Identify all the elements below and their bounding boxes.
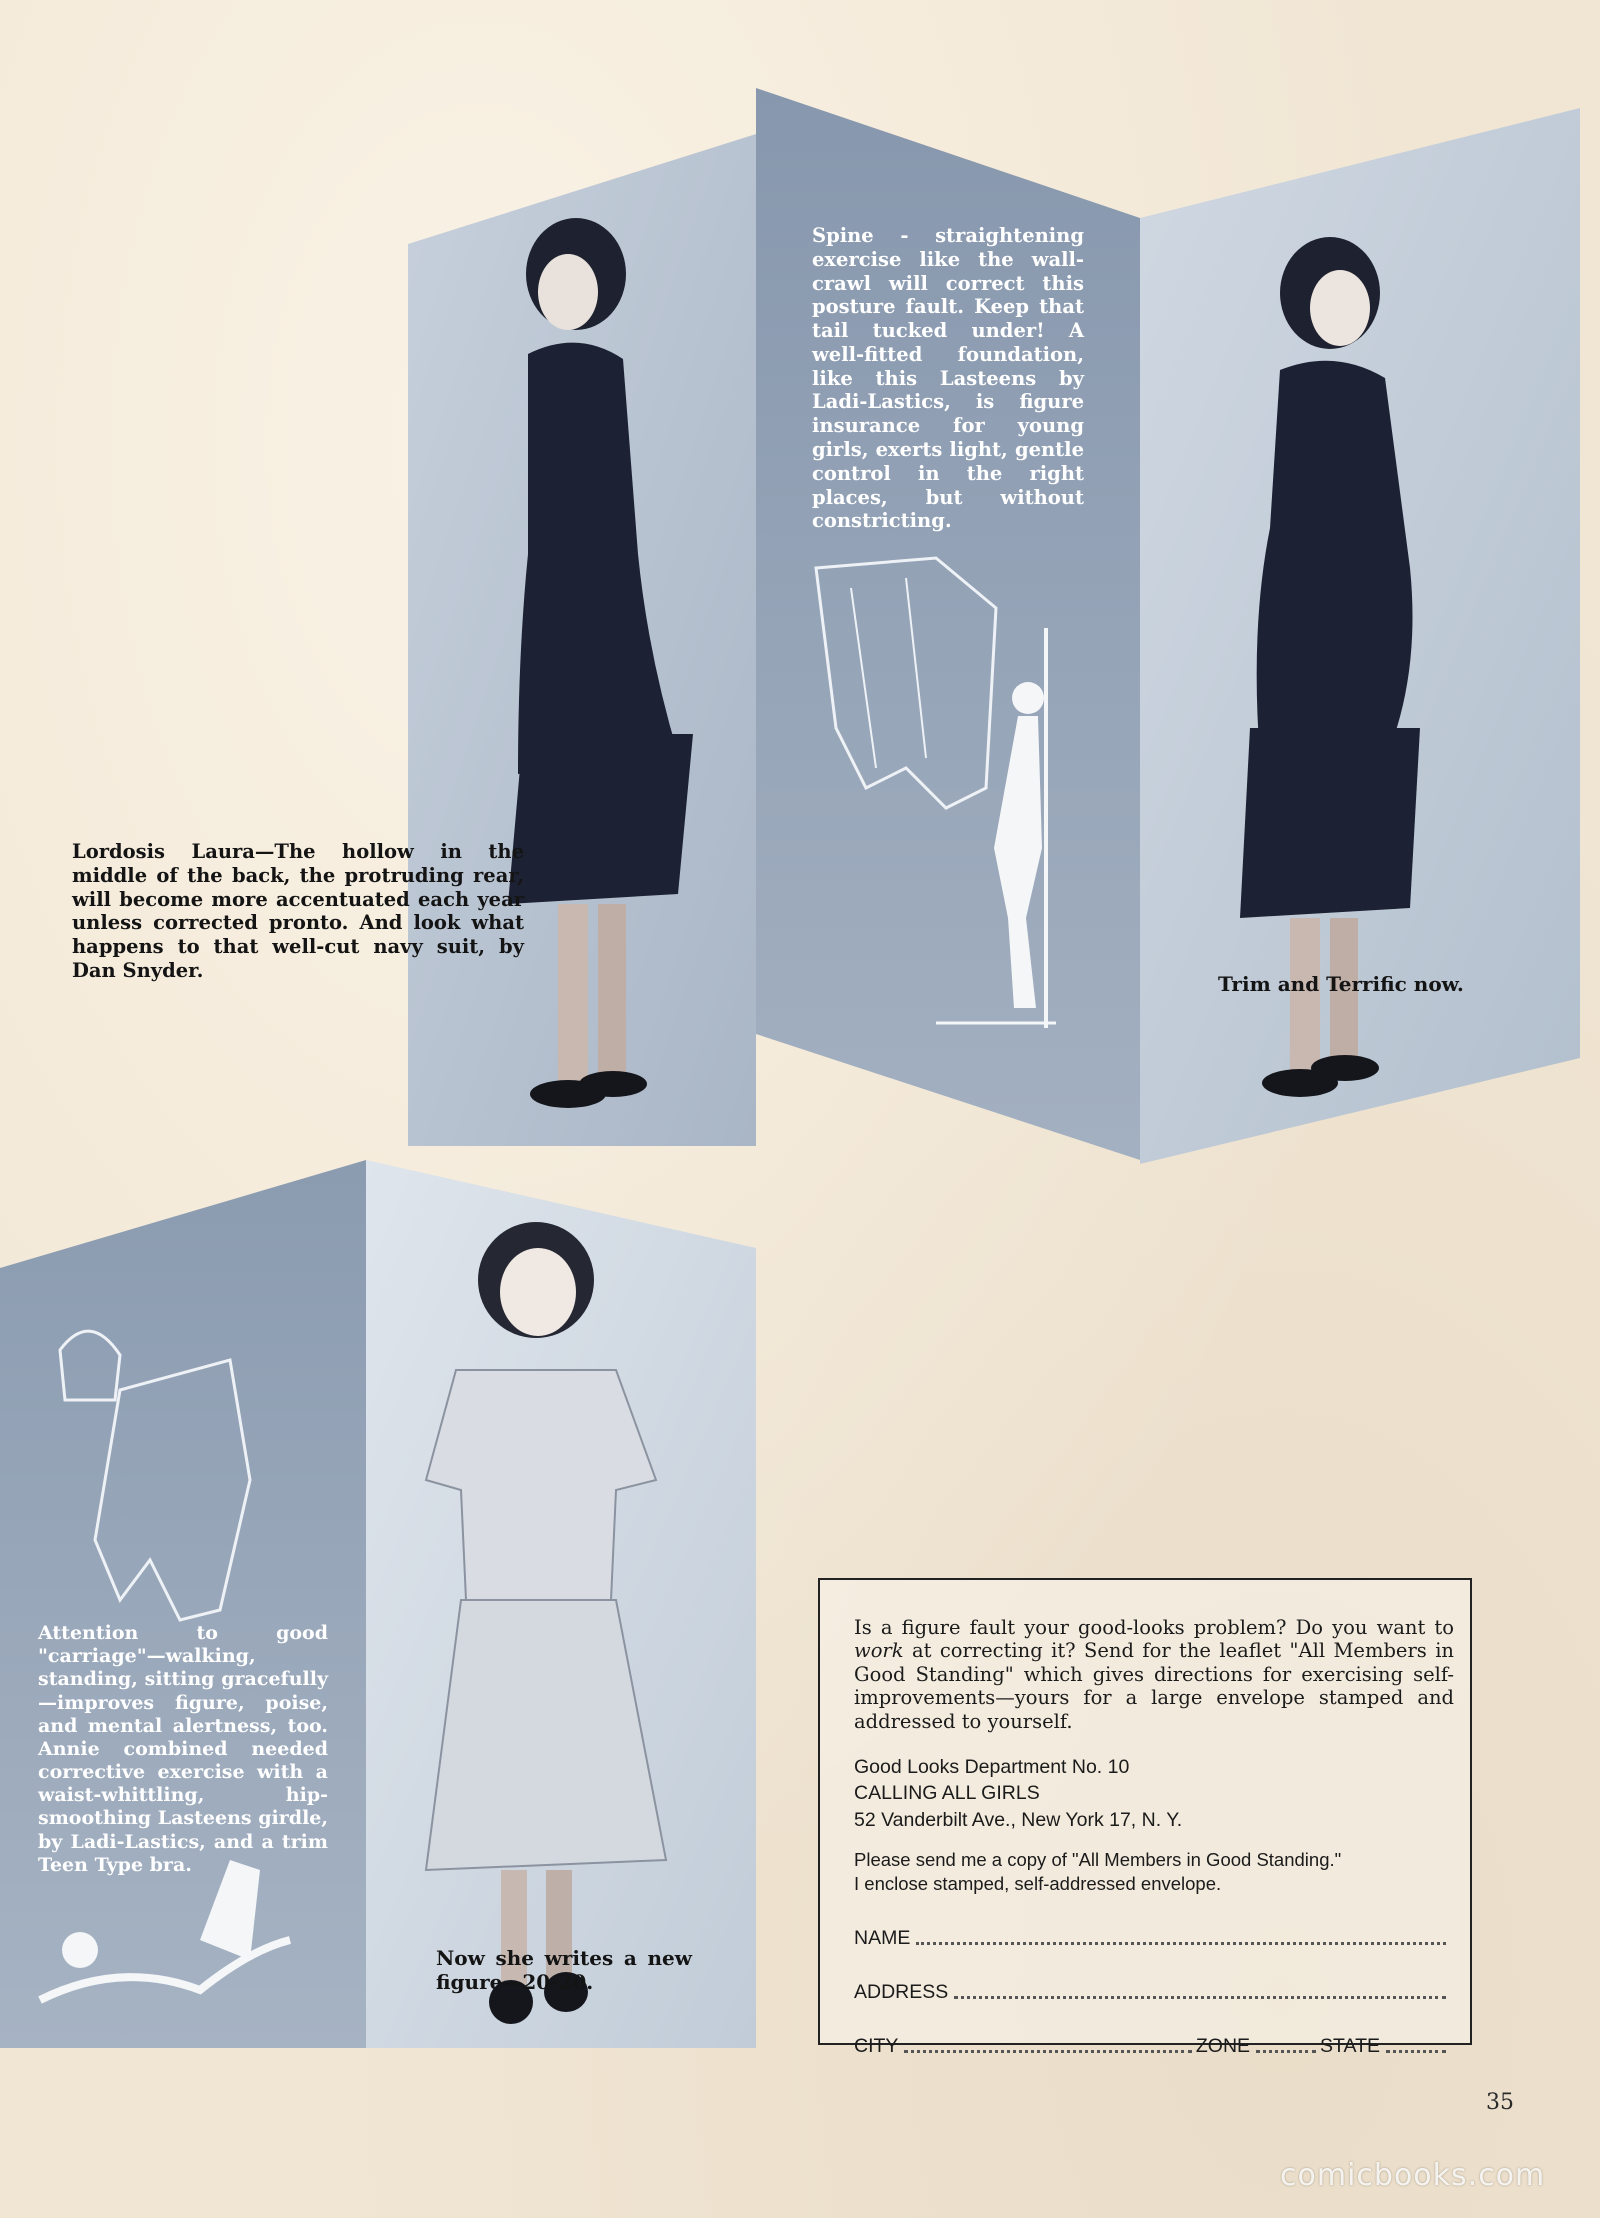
zone-label: ZONE <box>1195 2035 1251 2057</box>
address-label: ADDRESS <box>854 1981 949 2003</box>
state-line[interactable] <box>1386 2049 1446 2053</box>
panel-trim-photo <box>1140 108 1580 1164</box>
city-zone-state-field[interactable] <box>854 2032 1450 2058</box>
order-coupon <box>818 1578 1472 2057</box>
coupon-intro-emphasis: work <box>854 1639 904 1663</box>
name-line[interactable] <box>916 1941 1446 1945</box>
state-label: STATE <box>1320 2035 1380 2057</box>
address-field[interactable] <box>854 1978 1450 2004</box>
address-line[interactable] <box>954 1995 1446 1999</box>
panel-lordosis-photo <box>408 134 756 1146</box>
city-line[interactable] <box>904 2049 1191 2053</box>
caption-trim: Trim and Terrific now. <box>1218 972 1464 996</box>
caption-attention: Attention to good "carriage"—walking, standing, sitting gracefully—improves figure, poise, and mental alertness, too. Annie combined needed corrective exercise with a waist-whittling, hip-smoothing Lasteens girdle, by Ladi-Lastics, and a trim Teen Type bra. <box>38 1622 328 1876</box>
name-label: NAME <box>854 1927 911 1949</box>
caption-lordosis: Lordosis Laura—The hollow in the middle of the back, the protruding rear, will become more accentuated each year unless corrected pronto. And look what happens to that well-cut navy suit, by Dan Snyder. <box>72 840 524 982</box>
address-street: 52 Vanderbilt Ave., New York 17, N. Y. <box>854 1808 1183 1831</box>
coupon-request: Please send me a copy of "All Members in Good Standing." I enclose stamped, self-addressed envelope. <box>854 1849 1342 1894</box>
page-number: 35 <box>1486 2090 1514 2115</box>
caption-spine: Spine - straightening exercise like the wall-crawl will correct this posture fault. Keep that tail tucked under! A well-fitted foundation, like this Lasteens by Ladi-Lastics, is figure insurance for young girls, exerts light, gentle control in the right places, but without constricting. <box>812 224 1084 533</box>
name-field[interactable] <box>854 1924 1450 1950</box>
coupon-intro: Is a figure fault your good-looks problem? Do you want to work at correcting it? Send for the leaflet "All Members in Good Standing" which gives directions for exercising self-improvements—yours for a large envelope stamped and addressed to yourself. <box>854 1616 1454 1733</box>
city-label: CITY <box>854 2035 899 2057</box>
address-department: Good Looks Department No. 10 <box>854 1756 1130 1778</box>
panel-attention-text <box>0 1160 366 2048</box>
coupon-address <box>854 1754 1454 1833</box>
panel-now-photo <box>366 1160 756 2048</box>
address-magazine: CALLING ALL GIRLS <box>854 1782 1040 1805</box>
caption-now: Now she writes a new figure—20-20. <box>436 1946 692 1995</box>
zone-line[interactable] <box>1256 2049 1316 2053</box>
watermark: comicbooks.com <box>1280 2158 1546 2193</box>
